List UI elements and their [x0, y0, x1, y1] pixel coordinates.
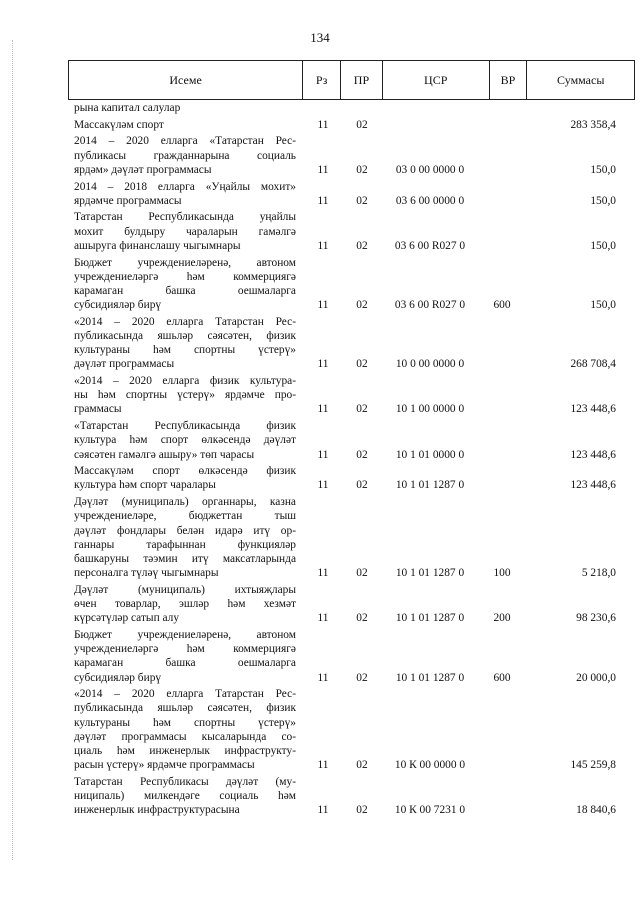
row-name	[74, 134, 296, 177]
row-csr: 10 К 00 0000 0	[394, 759, 466, 772]
row-name-line: культура һәм спорт өлкәсендә дәүләт	[74, 434, 296, 447]
row-sum: 150,0	[590, 299, 616, 312]
row-rz: 11	[317, 118, 329, 131]
row-name-line: дәүләт программасы кысаларында со-	[74, 730, 296, 743]
row-name-line: учреждениеләргә һәм коммерциягә	[74, 270, 296, 283]
row-rz: 11	[317, 299, 329, 312]
row-name-line: публикасында яшьләр сәясәтен, физик	[74, 329, 296, 342]
row-pr: 02	[356, 299, 368, 312]
row-name-line: субсидияләр бирү	[74, 671, 162, 684]
row-csr: 10 1 01 0000 0	[395, 448, 465, 461]
row-name-line: 2014 – 2020 елларга «Татарстан Рес-	[74, 135, 296, 148]
row-name	[74, 687, 296, 772]
row-name-line: инженерлык инфраструктурасына	[74, 804, 240, 817]
row-name	[74, 583, 296, 626]
row-name	[74, 419, 296, 462]
row-vr: 200	[493, 612, 511, 625]
header-sum: Суммасы	[557, 72, 605, 87]
row-rz: 11	[317, 612, 329, 625]
row-name-line: циаль һәм инженерлык инфраструкту-	[74, 745, 296, 758]
header-vr: ВР	[490, 61, 528, 99]
row-rz: 11	[317, 671, 329, 684]
row-sum: 18 840,6	[576, 804, 616, 817]
row-csr: 03 6 00 R027 0	[394, 239, 466, 252]
row-name-line: Массакүләм спорт	[74, 118, 164, 131]
row-rz: 11	[317, 163, 329, 176]
row-pr: 02	[356, 759, 368, 772]
row-rz: 11	[317, 358, 329, 371]
row-name-line: культура һәм спорт чаралары	[74, 479, 216, 492]
header-name: Исеме	[69, 61, 303, 99]
row-csr: 10 0 00 0000 0	[395, 358, 465, 371]
row-name-line: Татарстан Республикасы дәүләт (му-	[74, 776, 296, 788]
row-sum: 98 230,6	[576, 612, 616, 625]
header-rz: Рз	[303, 61, 341, 99]
row-name-line: дәүләт программасы	[74, 358, 175, 371]
row-name-line: Бюджет учреждениеләренә, автоном	[74, 256, 296, 269]
row-name-line: публикасы гражданнарына социаль	[74, 149, 296, 162]
row-name-line: 2014 – 2018 елларга «Уңайлы мохит»	[74, 180, 296, 193]
row-pr: 02	[356, 479, 368, 492]
row-pr: 02	[356, 567, 368, 580]
row-csr: 10 1 01 1287 0	[395, 612, 465, 625]
row-sum: 268 708,4	[570, 358, 616, 371]
row-name-line: расын үстерү» ярдәмче программасы	[74, 759, 255, 772]
row-name-line: Дәүләт (муниципаль) ихтыяҗлары	[74, 583, 296, 596]
row-pr: 02	[356, 163, 368, 176]
row-pr: 02	[356, 612, 368, 625]
row-csr: 03 6 00 0000 0	[395, 194, 465, 207]
row-name-line: учреждениеләре, бюджеттан тыш	[74, 510, 296, 523]
row-vr: 600	[493, 299, 511, 312]
row-name-line: ярдәмче программасы	[74, 194, 182, 207]
row-name-line: карамаган башка оешмаларга	[74, 657, 296, 670]
row-name	[74, 118, 296, 132]
row-sum: 150,0	[590, 194, 616, 207]
row-csr: 10 1 01 1287 0	[395, 479, 465, 492]
row-sum: 145 259,8	[570, 759, 616, 772]
row-name-line: «Татарстан Республикасында физик	[74, 420, 296, 433]
row-sum: 150,0	[590, 163, 616, 176]
row-name-line: мохит булдыру чараларын гамәлгә	[74, 225, 296, 238]
row-name-line: карамаган башка оешмаларга	[74, 284, 296, 297]
row-rz: 11	[317, 479, 329, 492]
row-csr: 10 1 00 0000 0	[395, 403, 465, 416]
row-rz: 11	[317, 448, 329, 461]
row-name-line: «2014 – 2020 елларга Татарстан Рес-	[74, 315, 296, 328]
row-name	[74, 101, 296, 115]
row-name-line: дәүләт фондлары белән идарә итү ор-	[74, 524, 296, 537]
row-name	[74, 464, 296, 492]
row-pr: 02	[356, 239, 368, 252]
row-sum: 150,0	[590, 239, 616, 252]
row-name-line: ганнары тарафыннан функцияләр	[74, 538, 296, 551]
row-pr: 02	[356, 358, 368, 371]
row-name-line: башкаруны тәэмин итү максатларында	[74, 552, 296, 565]
row-sum: 20 000,0	[576, 671, 616, 684]
row-name-line: ярдәм» дәүләт программасы	[74, 163, 212, 176]
page-number: 134	[310, 30, 330, 45]
row-name-line: Татарстан Республикасында уңайлы	[74, 211, 296, 224]
row-rz: 11	[317, 759, 329, 772]
row-name	[74, 775, 296, 818]
row-name-line: Бюджет учреждениеләренә, автоном	[74, 629, 296, 641]
row-sum: 123 448,6	[570, 479, 616, 492]
row-vr: 600	[493, 671, 511, 684]
row-name	[74, 628, 296, 685]
row-name-line: Массакүләм спорт өлкәсендә физик	[74, 465, 296, 478]
row-name-line: ны һәм спортны үстерү» ярдәмче про-	[74, 389, 296, 402]
row-name-line: учреждениеләргә һәм коммерциягә	[74, 643, 296, 656]
header-pr: ПР	[341, 61, 383, 99]
row-vr: 100	[493, 567, 511, 580]
row-name	[74, 374, 296, 417]
row-sum: 123 448,6	[570, 448, 616, 461]
row-pr: 02	[356, 118, 368, 131]
row-rz: 11	[317, 239, 329, 252]
row-csr: 03 0 00 0000 0	[395, 163, 465, 176]
row-name-line: «2014 – 2020 елларга Татарстан Рес-	[74, 688, 296, 701]
row-sum: 283 358,4	[570, 118, 616, 131]
row-name-line: ниципаль) милкендәге социаль һәм	[74, 790, 296, 803]
row-name-line: граммасы	[74, 403, 122, 416]
row-name-line: ашыруга финанслашу чыгымнары	[74, 239, 241, 252]
row-name	[74, 210, 296, 253]
row-name	[74, 180, 296, 208]
row-rz: 11	[317, 194, 329, 207]
row-csr: 10 1 01 1287 0	[395, 567, 465, 580]
row-name-line: сәясәтен гамәлгә ашыру» төп чарасы	[74, 448, 255, 461]
row-pr: 02	[356, 448, 368, 461]
row-pr: 02	[356, 804, 368, 817]
row-sum: 123 448,6	[570, 403, 616, 416]
row-name-line: персоналга түләү чыгымнары	[74, 567, 219, 580]
row-name	[74, 315, 296, 372]
row-sum: 5 218,0	[581, 567, 616, 580]
row-name	[74, 256, 296, 313]
row-rz: 11	[317, 804, 329, 817]
row-pr: 02	[356, 194, 368, 207]
row-csr: 10 К 00 7231 0	[394, 804, 466, 817]
row-csr: 10 1 01 1287 0	[395, 671, 465, 684]
row-rz: 11	[317, 403, 329, 416]
row-name-line: Дәүләт (муниципаль) органнары, казна	[74, 496, 296, 509]
row-rz: 11	[317, 567, 329, 580]
row-name-line: өчен товарлар, эшләр һәм хезмәт	[74, 598, 296, 611]
row-pr: 02	[356, 403, 368, 416]
row-name-line: культураны һәм спортны үстерү»	[74, 344, 296, 357]
row-name-line: «2014 – 2020 елларга физик культура-	[74, 375, 296, 388]
row-name-line: культураны һәм спортны үстерү»	[74, 716, 296, 729]
row-name-line: публикасында яшьләр сәясәтен, физик	[74, 702, 296, 715]
row-csr: 03 6 00 R027 0	[394, 299, 466, 312]
row-name-line: рына капитал салулар	[74, 102, 181, 114]
row-name-line: субсидияләр бирү	[74, 299, 162, 312]
row-pr: 02	[356, 671, 368, 684]
row-name	[74, 495, 296, 580]
header-csr: ЦСР	[383, 61, 490, 99]
row-name-line: күрсәтүләр сатып алу	[74, 612, 180, 625]
